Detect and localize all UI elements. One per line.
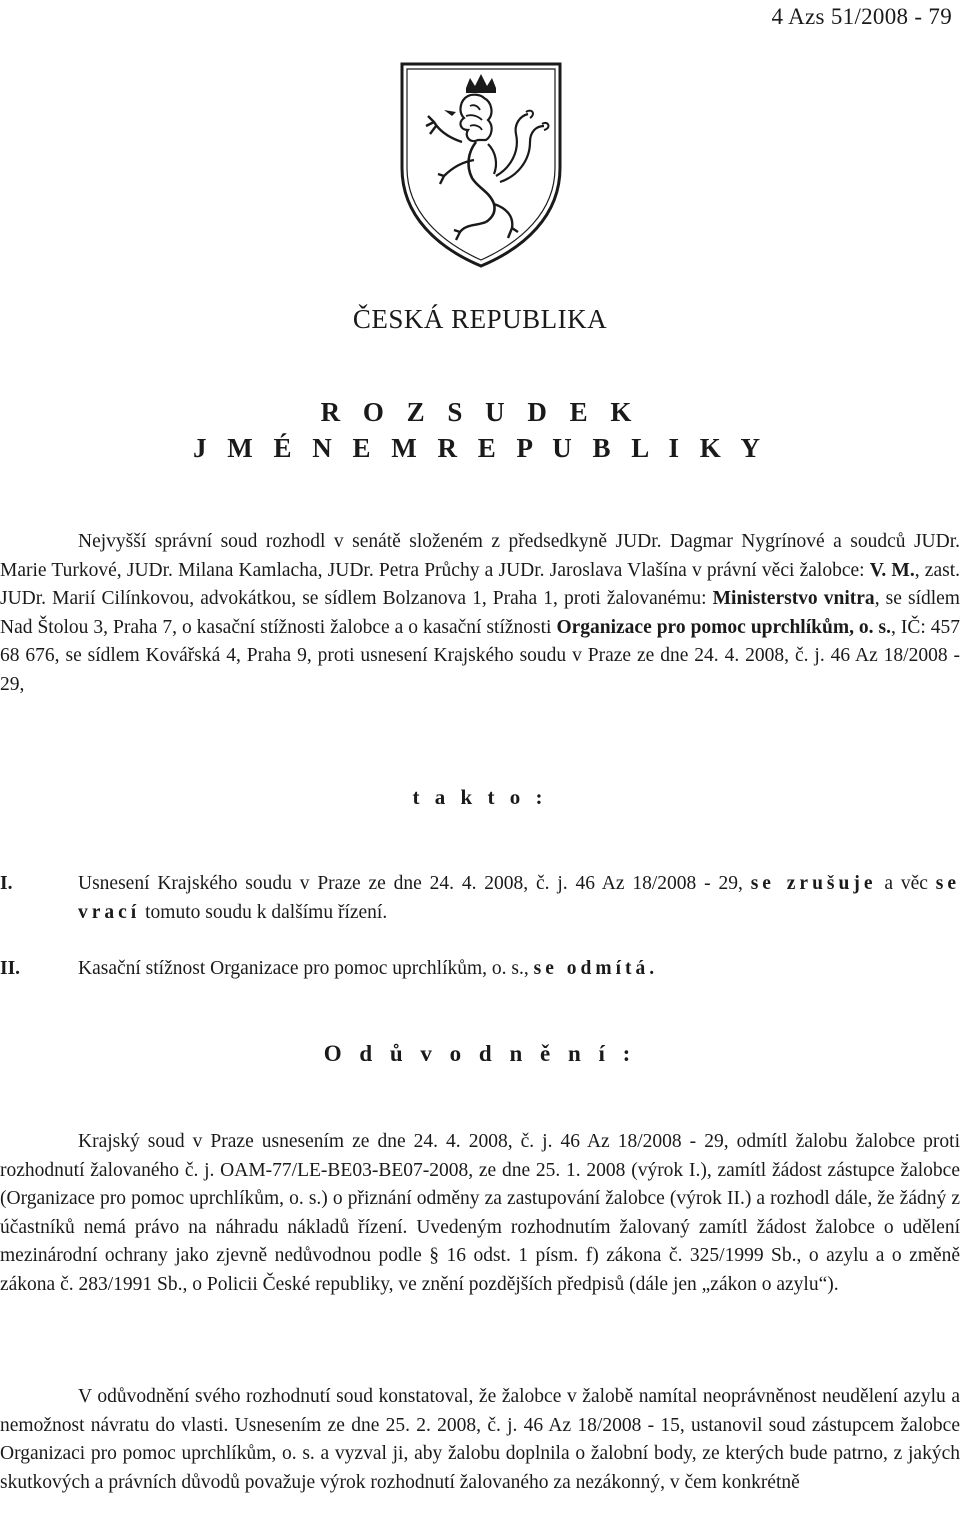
item-text-part: Kasační stížnost Organizace pro pomoc uprchlíkům, o. s.,: [78, 958, 534, 979]
verdict-title: R O Z S U D E K: [320, 397, 640, 427]
verdict-subtitle: J M É N E M R E P U B L I K Y: [192, 433, 768, 463]
verdict-item: [0, 955, 960, 984]
intro-text: , se sídlem Nad Štolou 3, Praha 7, o kasační stížnosti žalobce a o kasační stížnosti: [0, 588, 960, 638]
takto-heading: t a k t o :: [412, 785, 548, 809]
defendant-name: Ministerstvo vnitra: [712, 588, 875, 609]
reasoning-heading: O d ů v o d n ě n í :: [323, 1041, 637, 1066]
item-text-part: tomuto soudu k dalšímu řízení.: [140, 901, 388, 923]
item-number: II.: [0, 958, 21, 979]
intro-text: , IČ: 457 68 676, se sídlem Kovářská 4, Praha 9, proti usnesení Krajského soudu v Praze ze dne 24. 4. 2008, č. j. 46 Az 18/2008 - 29,: [0, 616, 960, 695]
plaintiff-name: V. M.: [869, 559, 915, 581]
czech-lion-coat-of-arms-icon: [396, 56, 566, 272]
verdict-item: [0, 870, 960, 927]
item-text: [78, 870, 960, 927]
reasoning-paragraph: Krajský soud v Praze usnesením ze dne 24. 4. 2008, č. j. 46 Az 18/2008 - 29, odmítl žalobu žalobce proti rozhodnutí žalovaného č. j. OAM-77/LE-BE03-BE07-2008, ze dne 25. 1. 2008 (výrok I.), zamítl žádost zástupce žalobce (Organizace pro pomoc uprchlíkům, o. s.) o přiznání odměny za zastupování žalobce (výrok II.) a rozhodl dále, že žádný z účastníků nemá právo na náhradu nákladů řízení. Uvedeným rozhodnutím žalovaný zamítl žádost žalobce o udělení mezinárodní ochrany jako zjevně nedůvodnou podle § 16 odst. 1 písm. f) zákona č. 325/1999 Sb., o azylu a o změně zákona č. 283/1991 Sb., o Policii České republiky, ve znění pozdějších předpisů (dále jen „zákon o azylu“).: [0, 1131, 960, 1295]
intro-text: Nejvyšší správní soud rozhodl v senátě složeném z předsedkyně JUDr. Dagmar Nygrínové a soudců JUDr. Marie Turkové, JUDr. Milana Kamlacha, JUDr. Petra Průchy a JUDr. Jaroslava Vlašína v právní věci žalobce:: [0, 531, 960, 581]
item-decision: se zrušuje: [750, 873, 877, 894]
item-text-part: a věc: [876, 873, 936, 894]
item-text: [78, 955, 960, 984]
item-number: I.: [0, 873, 13, 894]
organization-name: Organizace pro pomoc uprchlíkům, o. s.: [556, 616, 891, 638]
reasoning-paragraph: V odůvodnění svého rozhodnutí soud konstatoval, že žalobce v žalobě namítal neoprávněnost neudělení azylu a nemožnost návratu do vlasti. Usnesením ze dne 25. 2. 2008, č. j. 46 Az 18/2008 - 15, ustanovil soud zástupcem žalobce Organizaci pro pomoc uprchlíkům, o. s. a vyzval ji, aby žalobu doplnila o žalobní body, ze kterých bude patrno, z jakých skutkových a právních důvodů považuje výrok rozhodnutí žalovaného za nezákonný, v čem konkrétně: [0, 1386, 960, 1493]
item-decision: se vrací: [78, 873, 960, 923]
intro-text: , zast. JUDr. Marií Cilínkovou, advokátkou, se sídlem Bolzanova 1, Praha 1, proti žalovanému:: [0, 559, 960, 609]
item-decision: se odmítá.: [533, 958, 659, 979]
intro-paragraph: [0, 528, 960, 699]
country-name: ČESKÁ REPUBLIKA: [352, 304, 608, 334]
case-number: 4 Azs 51/2008 - 79: [771, 4, 952, 29]
item-text-part: Usnesení Krajského soudu v Praze ze dne 24. 4. 2008, č. j. 46 Az 18/2008 - 29,: [78, 873, 751, 894]
